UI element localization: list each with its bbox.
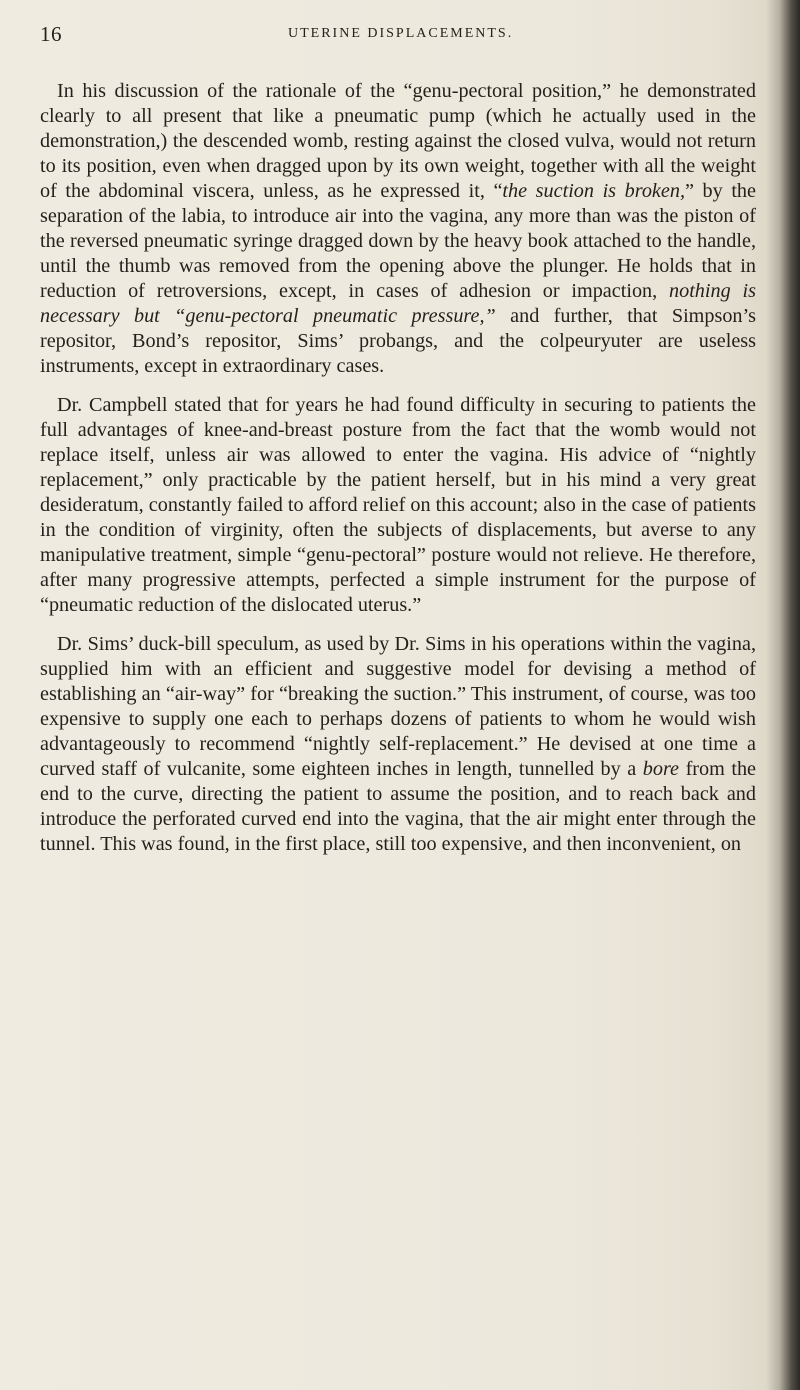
page-header	[40, 22, 740, 52]
paragraph-1	[40, 79, 756, 379]
running-title: UTERINE DISPLACEMENTS.	[288, 26, 514, 41]
paragraph-1-text-3: and further, that Simpson’s repositor, Bond’s repositor, Sims’ probangs, and the colpeuryuter are useless instruments, except in extraordinary cases.	[40, 305, 756, 377]
paragraph-2: Dr. Campbell stated that for years he had found difficulty in securing to patients the full advantages of knee-and-breast posture from the fact that the womb would not replace itself, unless air was allowed to enter the vagina. His advice of “nightly replacement,” only practicable by the patient herself, but in his mind a very great desideratum, constantly failed to afford relief on this account; also in the case of patients in the condition of virginity, often the subjects of displacements, but averse to any manipulative treatment, simple “genu-pectoral” posture would not relieve. He therefore, after many progressive attempts, perfected a simple instrument for the purpose of “pneumatic reduction of the dislocated uterus.”	[40, 394, 756, 616]
paragraph-1-emphasis-1: the suction is broken,	[502, 180, 685, 202]
paragraph-3-emphasis-1: bore	[642, 758, 680, 780]
paragraph-1-emphasis-2: nothing is necessary but “genu-pectoral pneumatic pressure,”	[40, 280, 756, 327]
body-text	[40, 79, 756, 857]
paragraph-3-text-1: Dr. Sims’ duck-bill speculum, as used by Dr. Sims in his operations within the vagina, supplied him with an efficient and suggestive model for devising a method of establishing an “air-way” for “breaking the suction.” This instrument, of course, was too expensive to supply one each to perhaps dozens of patients to whom he would wish advantageously to recommend “nightly self-replacement.” He devised at one time a curved staff of vulcanite, some eighteen inches in length, tunnelled by a	[40, 633, 756, 780]
paragraph-3-text-2: from the end to the curve, directing the patient to assume the position, and to reach back and introduce the perforated curved end into the vagina, that the air might enter through the tunnel. This was found, in the first place, still too expensive, and then inconvenient, on	[40, 758, 757, 855]
paragraph-3	[40, 632, 756, 857]
paragraph-1-text-1: In his discussion of the rationale of the “genu-pectoral position,” he demonstrated clearly to all present that like a pneumatic pump (which he actually used in the demonstration,) the descended womb, resting against the closed vulva, would not return to its position, even when dragged upon by its own weight, together with all the weight of the abdominal viscera, unless, as he expressed it, “	[40, 80, 756, 202]
page-edge-shadow	[766, 0, 800, 1390]
page-number: 16	[40, 22, 62, 46]
paragraph-1-text-2: ” by the separation of the labia, to introduce air into the vagina, any more than was the piston of the reversed pneumatic syringe dragged down by the heavy book attached to the handle, until the thumb was removed from the opening above the plunger. He holds that in reduction of retroversions, except, in cases of adhesion or impaction,	[40, 180, 756, 302]
